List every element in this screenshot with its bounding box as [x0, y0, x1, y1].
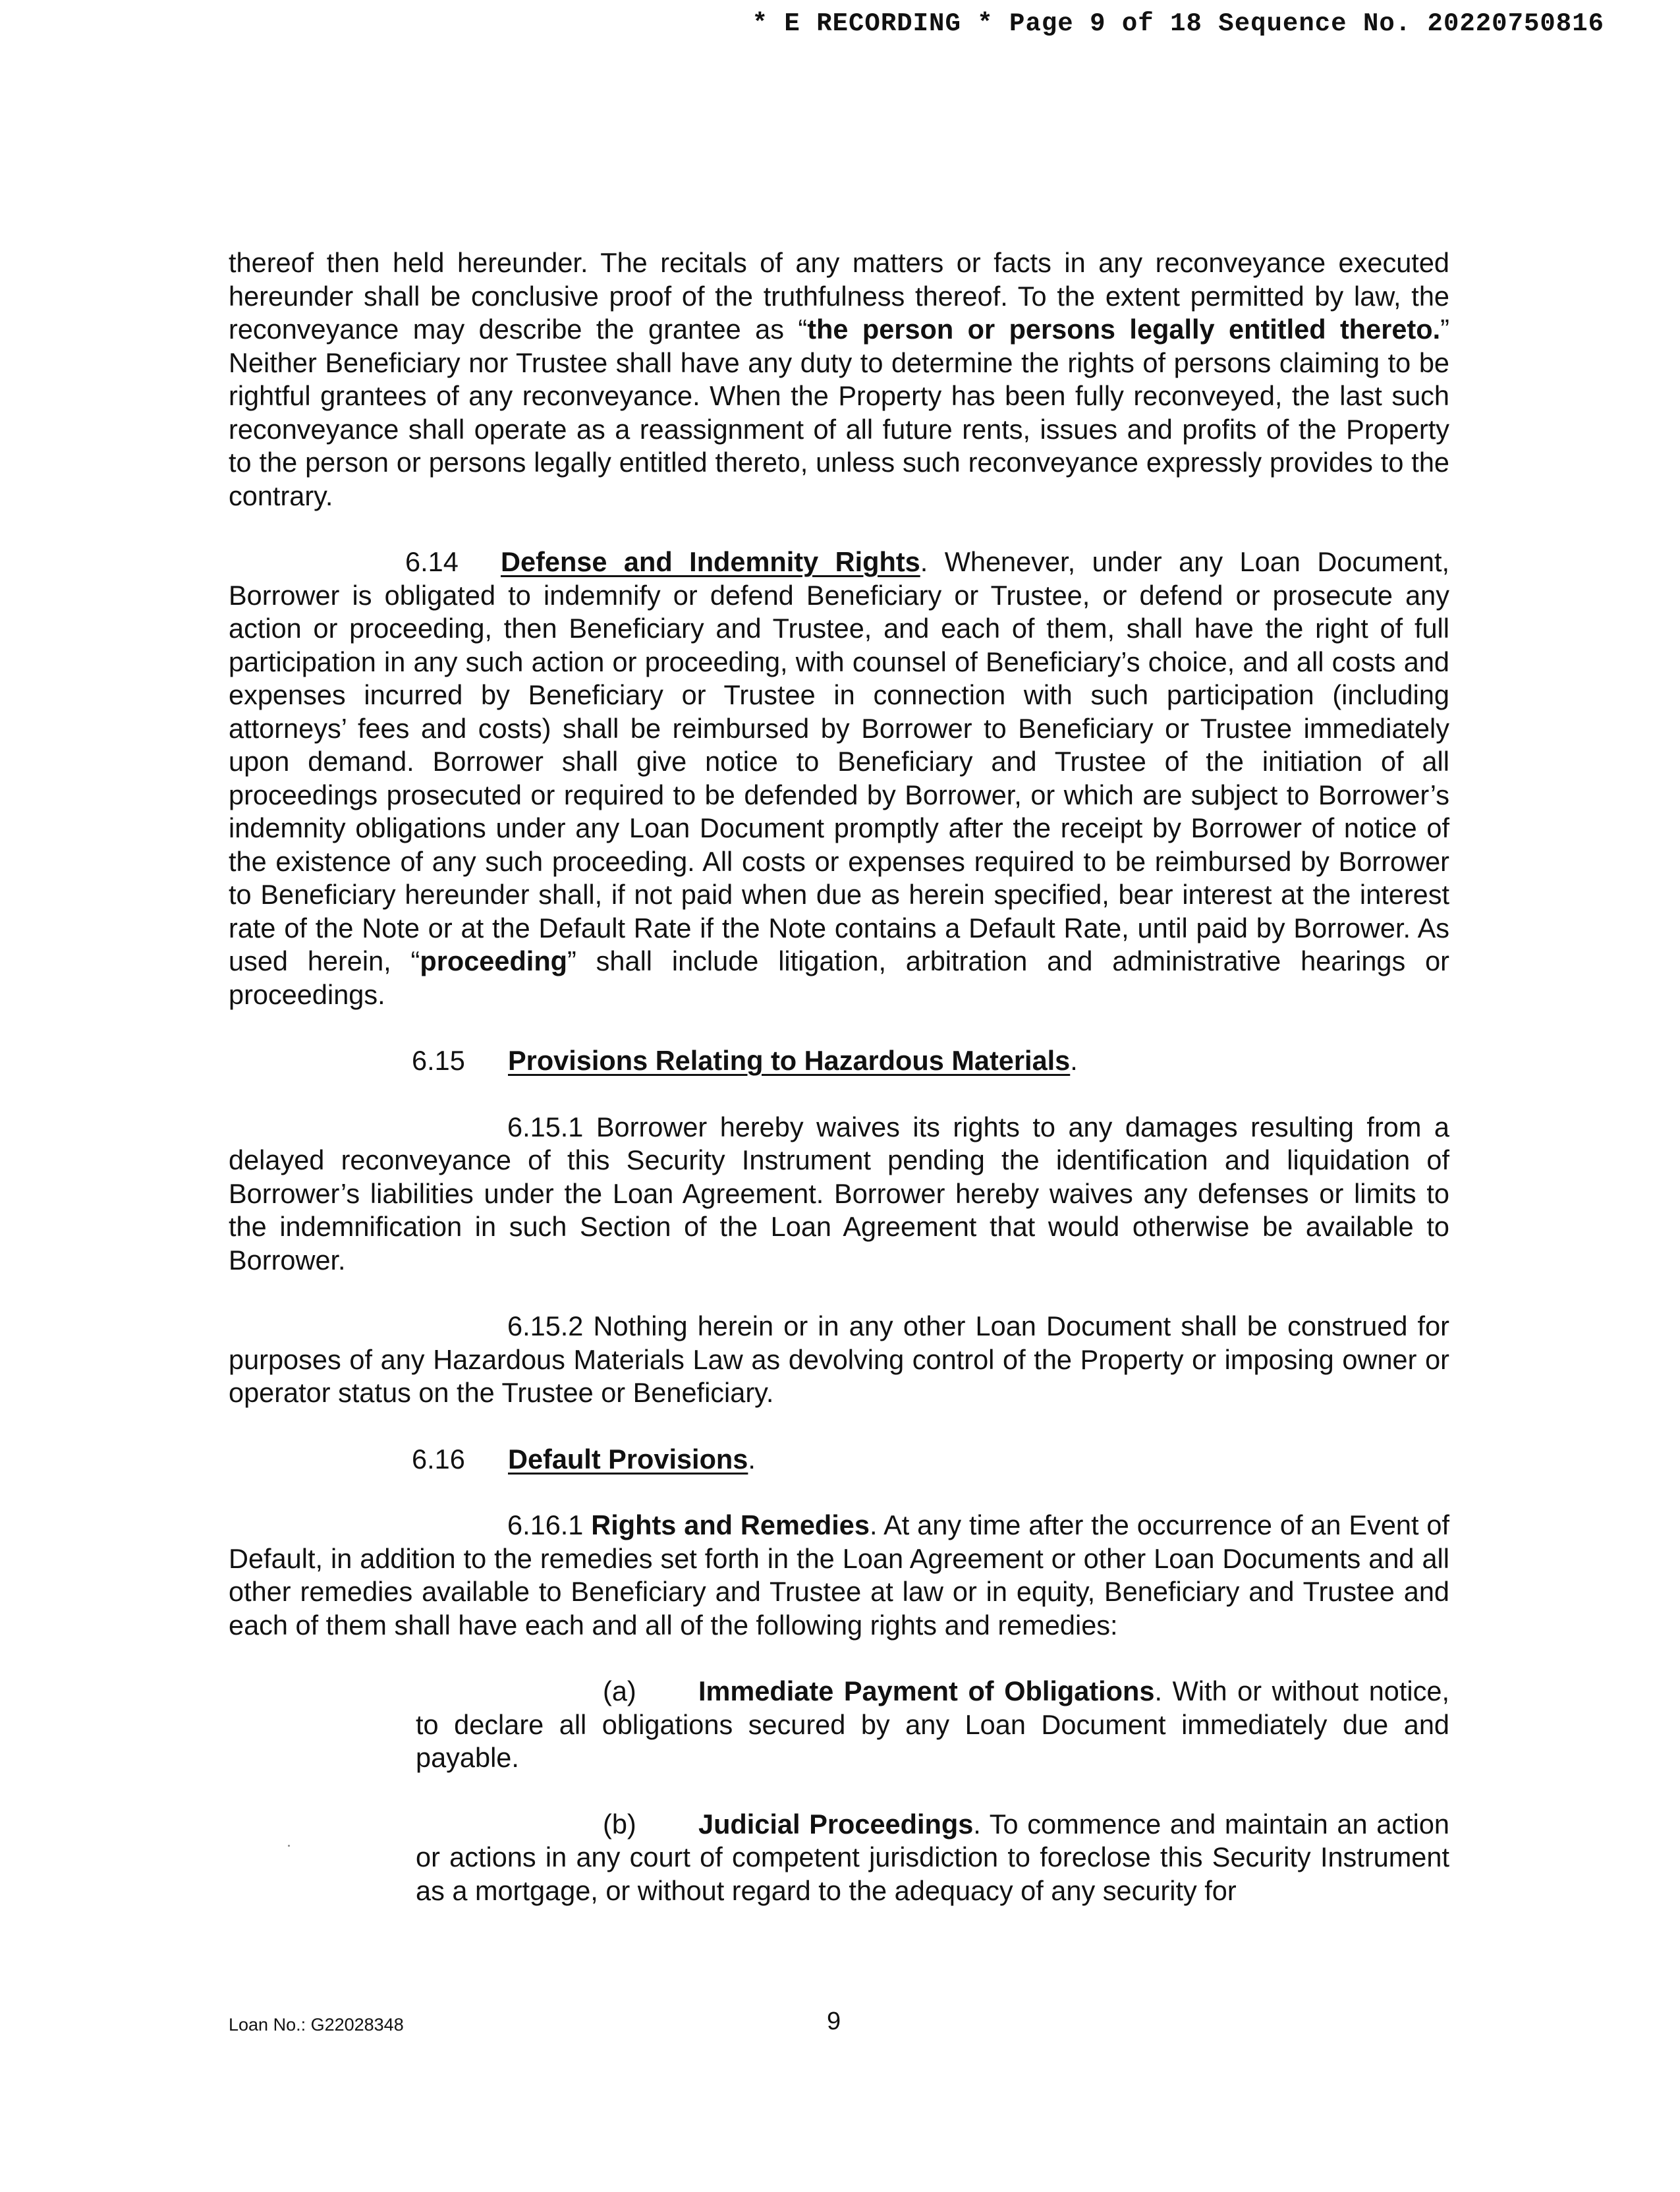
clause-label: (b)	[603, 1808, 636, 1840]
section-6-16-1: 6.16.1 Rights and Remedies. At any time after the occurrence of an Event of Default, in addition to the remedies set forth in the Loan Agreement or other Loan Documents and all other remedies available to Beneficiary and Trustee at law or in equity, Beneficiary and Trustee and each of them shall have each and all of the following rights and remedies:	[229, 1509, 1449, 1641]
section-title: Default Provisions	[508, 1443, 748, 1475]
section-number: 6.16	[412, 1443, 465, 1475]
clause-a: (a) Immediate Payment of Obligations. With or without notice, to declare all obligations secured by any Loan Document immediately due and payable.	[416, 1675, 1449, 1773]
document-body	[229, 246, 1449, 1940]
section-number: 6.14	[405, 546, 459, 577]
section-title: Provisions Relating to Hazardous Materials	[508, 1045, 1071, 1076]
paragraph-reconveyance: thereof then held hereunder. The recitals of any matters or facts in any reconveyance executed hereunder shall be conclusive proof of the truthfulness thereof. To the extent permitted by law, the reconveyance may describe the grantee as “the person or persons legally entitled thereto.” Neither Beneficiary nor Trustee shall have any duty to determine the rights of persons claiming to be rightful grantees of any reconveyance. When the Property has been fully reconveyed, the last such reconveyance shall operate as a reassignment of all future rents, issues and profits of the Property to the person or persons legally entitled thereto, unless such reconveyance expressly provides to the contrary.	[229, 247, 1449, 511]
recording-stamp: * E RECORDING * Page 9 of 18 Sequence No. 20220750816	[752, 9, 1604, 38]
section-6-15-2: 6.15.2 Nothing herein or in any other Loan Document shall be construed for purposes of any Hazardous Materials Law as devolving control of the Property or imposing owner or operator status on the Trustee or Beneficiary.	[229, 1310, 1449, 1408]
section-number: 6.15	[412, 1045, 465, 1076]
section-6-15-1: 6.15.1 Borrower hereby waives its rights to any damages resulting from a delayed reconveyance of this Security Instrument pending the identification and liquidation of Borrower’s liabilities under the Loan Agreement. Borrower hereby waives any defenses or limits to the indemnification in such Section of the Loan Agreement that would otherwise be available to Borrower.	[229, 1111, 1449, 1276]
scan-speck	[288, 1845, 290, 1847]
loan-number: Loan No.: G22028348	[229, 2015, 404, 2035]
section-6-16-heading: 6.16 Default Provisions.	[229, 1443, 1449, 1476]
clause-label: (a)	[603, 1675, 636, 1706]
page-number: 9	[827, 2008, 841, 2035]
section-title: Defense and Indemnity Rights	[501, 546, 920, 577]
clause-b: (b) Judicial Proceedings. To commence and maintain an action or actions in any court of competent jurisdiction to foreclose this Security Instrument as a mortgage, or without regard to the adequacy of any security for	[416, 1808, 1449, 1906]
section-6-14: 6.14 Defense and Indemnity Rights. Whenever, under any Loan Document, Borrower is obligated to indemnify or defend Beneficiary or Trustee, or defend or prosecute any action or proceeding, then Beneficiary and Trustee, and each of them, shall have the right of full participation in any such action or proceeding, with counsel of Beneficiary’s choice, and all costs and expenses incurred by Beneficiary or Trustee in connection with such participation (including attorneys’ fees and costs) shall be reimbursed by Borrower to Beneficiary or Trustee immediately upon demand. Borrower shall give notice to Beneficiary and Trustee of the initiation of all proceedings prosecuted or required to be defended by Borrower, or which are subject to Borrower’s indemnity obligations under any Loan Document promptly after the receipt by Borrower of notice of the existence of any such proceeding. All costs or expenses required to be reimbursed by Borrower to Beneficiary hereunder shall, if not paid when due as herein specified, bear interest at the interest rate of the Note or at the Default Rate if the Note contains a Default Rate, until paid by Borrower. As used herein, “proceeding” shall include litigation, arbitration and administrative hearings or proceedings.	[229, 546, 1450, 1010]
section-6-15-heading: 6.15 Provisions Relating to Hazardous Materials.	[229, 1044, 1449, 1078]
